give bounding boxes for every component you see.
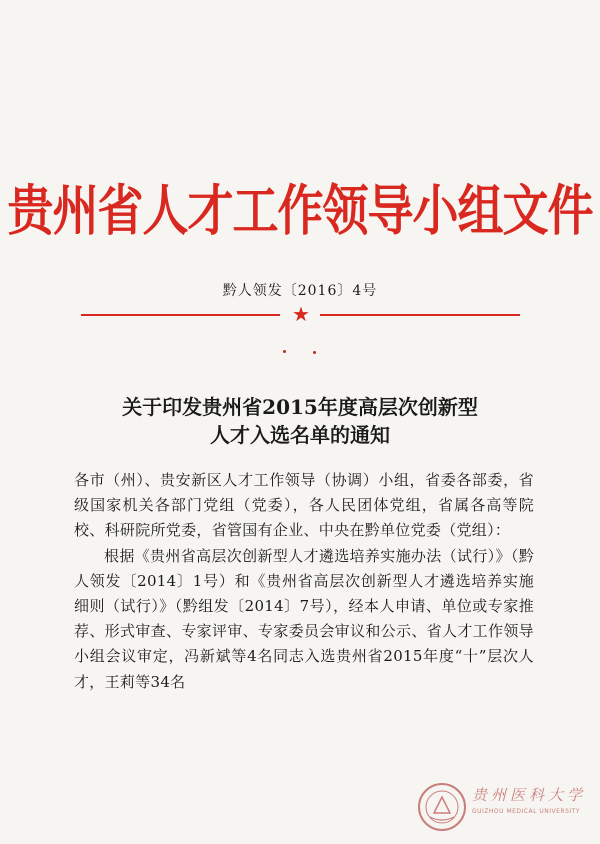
- notice-body: [74, 468, 534, 695]
- red-divider-left: [81, 314, 280, 316]
- university-emblem-icon: [416, 781, 468, 833]
- watermark-university-name: 贵州医科大学: [472, 786, 587, 804]
- addressee-paragraph: 各市（州）、贵安新区人才工作领导（协调）小组，省委各部委，省级国家机关各部门党组（党委），各人民团体党组，省属各高等院校、科研院所党委，省管国有企业、中央在黔单位党委（党组）：: [74, 471, 534, 540]
- star-icon: ★: [292, 302, 310, 326]
- body-paragraph: 根据《贵州省高层次创新型人才遴选培养实施办法（试行）》（黔人领发〔2014〕1号）和《贵州省高层次创新型人才遴选培养实施细则（试行）》（黔组发〔2014〕7号），经本人申请、单位或专家推荐、形式审查、专家评审、专家委员会审议和公示、省人才工作领导小组会议审定，冯新斌等4名同志入选贵州省2015年度“十”层次人才，王莉等34名: [74, 546, 534, 691]
- watermark-university-english: GUIZHOU MEDICAL UNIVERSITY: [472, 808, 580, 815]
- seal-dots: [283, 350, 323, 356]
- agency-header-title: 贵州省人才工作领导小组文件: [7, 178, 593, 243]
- document-number: 黔人领发〔2016〕4号: [222, 283, 378, 299]
- university-watermark: [414, 778, 590, 838]
- notice-title-line-2: 人才入选名单的通知: [210, 423, 390, 447]
- notice-title: [0, 393, 600, 449]
- notice-title-line-1: 关于印发贵州省2015年度高层次创新型: [122, 395, 478, 419]
- red-divider-right: [320, 314, 520, 316]
